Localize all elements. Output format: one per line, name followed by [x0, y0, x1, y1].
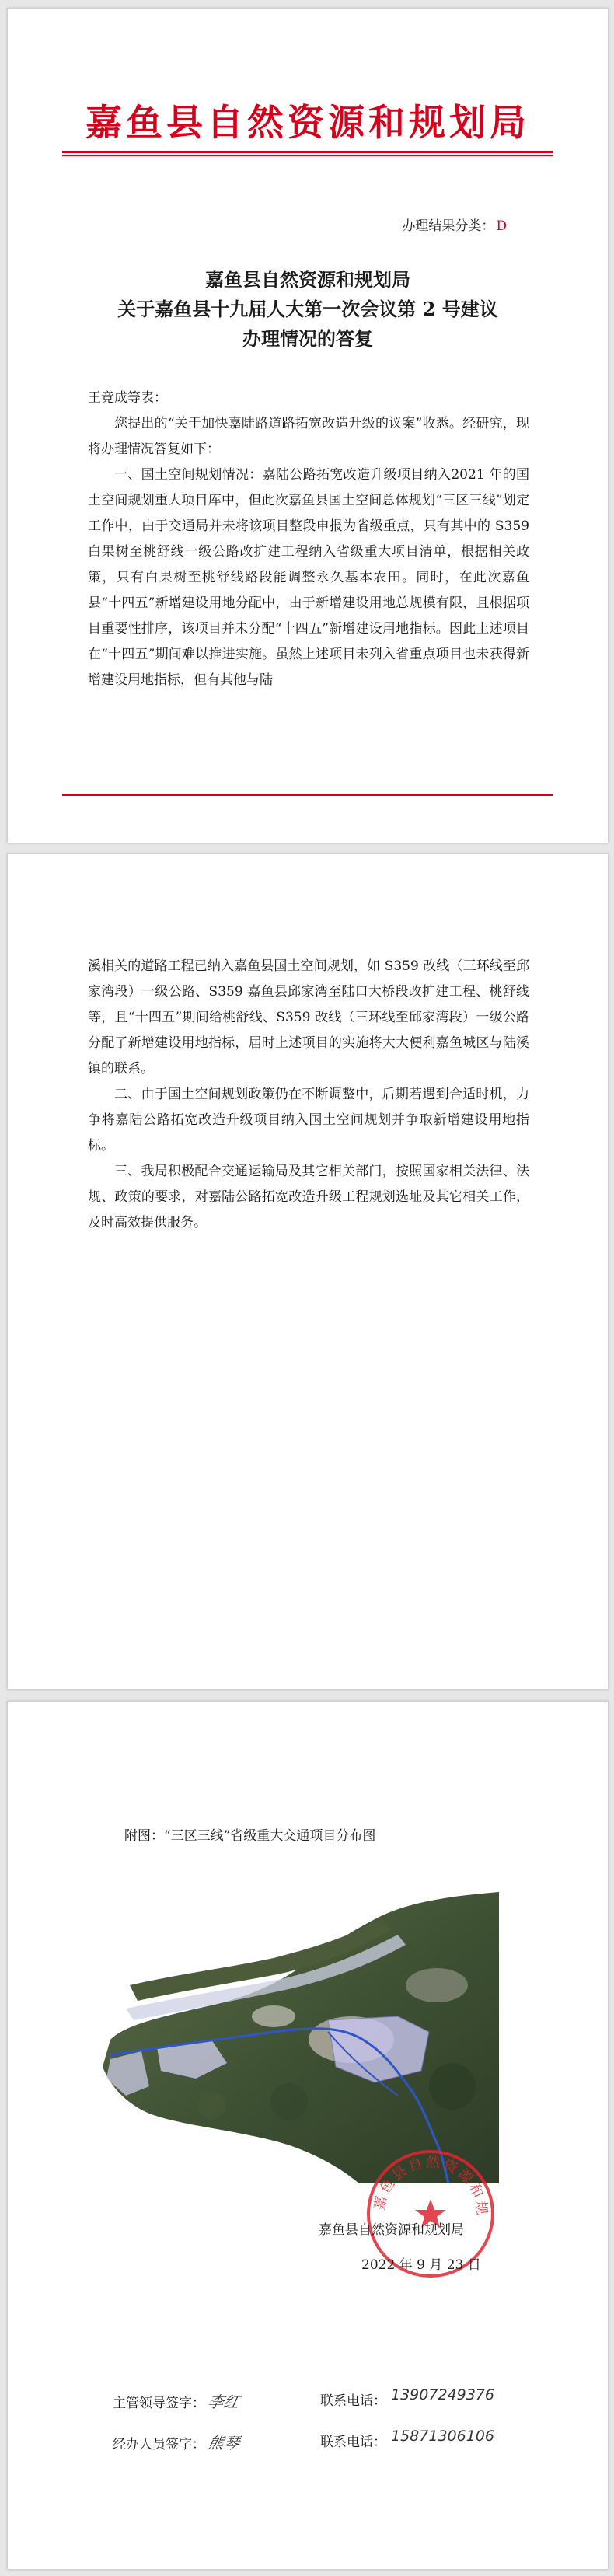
leader-phone-label: 联系电话： [320, 2393, 386, 2409]
leader-signature: 李红 [206, 2393, 242, 2411]
page1-body [88, 386, 529, 693]
handler-signature: 熊琴 [206, 2434, 242, 2452]
handler-phone: 15871306106 [391, 2428, 494, 2445]
handler-signature-row [113, 2428, 494, 2459]
signing-organization: 嘉鱼县自然资源和规划局 [319, 2222, 464, 2238]
seal-text: 嘉鱼县自然资源和规 [371, 2154, 490, 2218]
letterhead-rule-top [62, 151, 553, 153]
map-caption: 附图：“三区三线”省级重大交通项目分布图 [124, 1828, 376, 1844]
classification-code: D [496, 218, 507, 234]
distribution-map [95, 1892, 499, 2183]
paragraph-three: 三、我局积极配合交通运输局及其它相关部门，按照国家相关法律、法规、政策的要求，对嘉陆公路拓宽改造升级工程规划选址及其它相关工作，及时高效提供服务。 [88, 1164, 529, 1230]
document-page-1 [7, 8, 609, 843]
page2-body [88, 954, 529, 1236]
paragraph-continued: 溪相关的道路工程已纳入嘉鱼县国土空间规划，如 S359 改线（三环线至邱家湾段）一级公路、S359 嘉鱼县邱家湾至陆口大桥段改扩建工程、桃舒线等，且“十四五”期间给桃舒线、S359 改线（三环线至邱家湾段）一级公路分配了新增建设用地指标，届时上述项目的实施将大大便利嘉鱼城区与陆溪镇的联系。 [88, 958, 529, 1077]
leader-signature-label: 主管领导签字： [113, 2396, 205, 2411]
title-line-1: 嘉鱼县自然资源和规划局 [205, 268, 410, 291]
handler-phone-label: 联系电话： [320, 2435, 386, 2450]
document-title [8, 265, 608, 354]
document-page-2 [7, 853, 609, 1690]
letterhead-rule-thin [62, 155, 553, 156]
satellite-map-image [95, 1892, 499, 2183]
signing-date: 2022 年 9 月 23 日 [361, 2257, 481, 2273]
paragraph-intro: 您提出的“关于加快嘉陆路道路拓宽改造升级的议案”收悉。经研究，现将办理情况答复如下： [88, 416, 529, 457]
title-line-2: 关于嘉鱼县十九届人大第一次会议第 2 号建议 [117, 298, 498, 320]
result-classification [402, 215, 507, 234]
paragraph-two: 二、由于国土空间规划政策仍在不断调整中，后期若遇到合适时机，力争将嘉陆公路拓宽改造升级项目纳入国土空间规划并争取新增建设用地指标。 [88, 1087, 529, 1154]
handler-signature-label: 经办人员签字： [113, 2437, 205, 2452]
salutation: 王竞成等表： [88, 390, 167, 406]
leader-phone: 13907249376 [391, 2386, 494, 2403]
footer-rule-thick [62, 794, 553, 796]
title-line-3: 办理情况的答复 [242, 327, 373, 350]
document-page-3 [7, 1701, 609, 2570]
leader-signature-row [113, 2386, 494, 2417]
paragraph-one: 一、国土空间规划情况：嘉陆公路拓宽改造升级项目纳入2021 年的国土空间规划重大项目库中，但此次嘉鱼县国土空间总体规划“三区三线”划定工作中，由于交通局并未将该项目整段申报为省级重点，只有其中的 S359 白果树至桃舒线一级公路改扩建工程纳入省级重大项目清单，根据相关政策，只有白果树至桃舒线路段能调整永久基本农田。同时，在此次嘉鱼县“十四五”新增建设用地分配中，由于新增建设用地总规模有限，且根据项目重要性排序，该项目并未分配“十四五”新增建设用地指标。因此上述项目在“十四五”期间难以推进实施。虽然上述项目未列入省重点项目也未获得新增建设用地指标，但有其他与陆 [88, 467, 529, 688]
classification-label: 办理结果分类： [402, 218, 495, 234]
letterhead-title: 嘉鱼县自然资源和规划局 [85, 102, 530, 145]
